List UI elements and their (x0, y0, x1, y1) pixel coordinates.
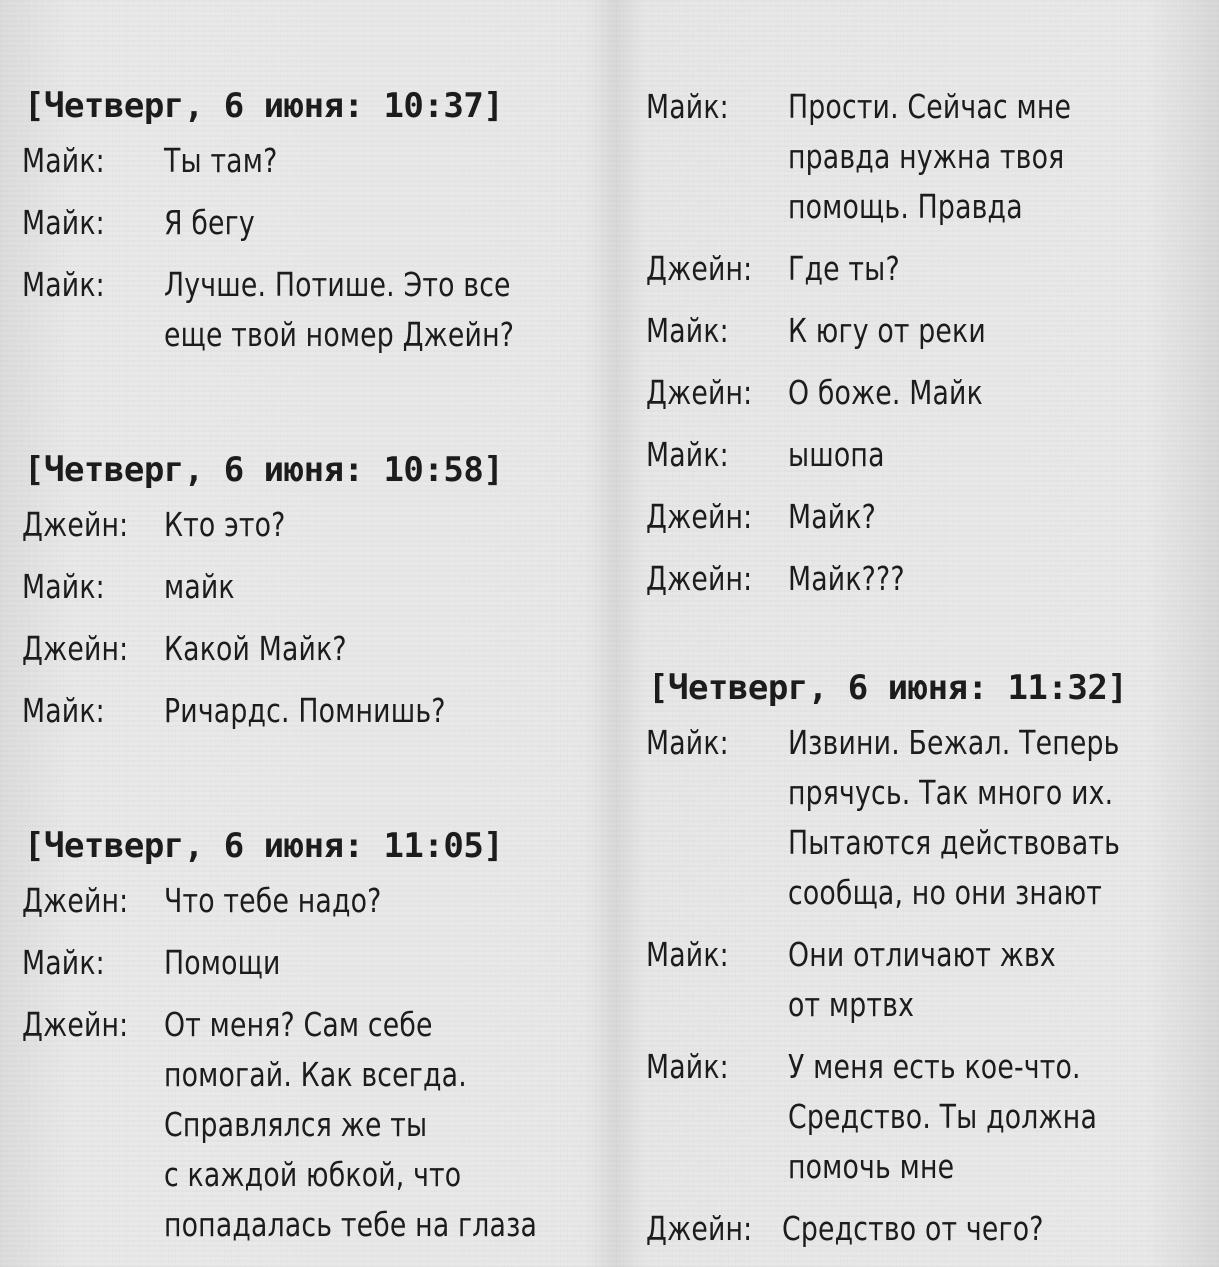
message-text: еще твой номер Джейн? (164, 315, 515, 354)
message-text: Они отличают жвх (788, 935, 1056, 974)
chat-message (22, 500, 612, 550)
sender-label: Майк: (646, 723, 729, 762)
message-text: ышопа (788, 435, 885, 474)
message-text: Я бегу (164, 203, 255, 242)
sender-label: Майк: (22, 265, 105, 304)
chat-message (646, 718, 1211, 918)
sender-label: Джейн: (22, 505, 129, 544)
message-text: помощь. Правда (788, 187, 1023, 226)
sender-label: Джейн: (646, 497, 753, 536)
message-text: Майк? (788, 497, 877, 536)
sender-label: Майк: (22, 567, 105, 606)
message-text: У меня есть кое-что. (788, 1047, 1081, 1086)
message-text: Что тебе надо? (164, 881, 382, 920)
message-text: Где ты? (788, 249, 900, 288)
sender-label: Джейн: (646, 1209, 753, 1248)
chat-message (22, 198, 612, 248)
sender-label: Джейн: (646, 249, 753, 288)
sender-label: Майк: (22, 691, 105, 730)
chat-message (22, 624, 612, 674)
message-text: Прости. Сейчас мне (788, 87, 1072, 126)
chat-message (22, 562, 612, 612)
message-text: майк (164, 567, 235, 606)
message-text: Ты там? (164, 141, 278, 180)
message-text: Справлялся же ты (164, 1105, 428, 1144)
chat-block (22, 826, 612, 1250)
message-text: попадалась тебе на глаза (164, 1205, 538, 1244)
message-text: Майк??? (788, 559, 905, 598)
chat-block (22, 86, 612, 360)
message-text: Средство от чего? (782, 1209, 1044, 1248)
message-text: Средство. Ты должна (788, 1097, 1098, 1136)
message-text: сообща, но они знают (788, 873, 1103, 912)
message-text: К югу от реки (788, 311, 986, 350)
timestamp-header: [Четверг, 6 июня: 10:37] (24, 86, 504, 126)
message-text: с каждой юбкой, что (164, 1155, 462, 1194)
timestamp-header: [Четверг, 6 июня: 10:58] (24, 450, 504, 490)
sender-label: Майк: (646, 311, 729, 350)
chat-message (22, 876, 612, 926)
chat-message (646, 554, 1211, 604)
chat-message (22, 938, 612, 988)
message-text: От меня? Сам себе (164, 1005, 433, 1044)
chat-message (646, 306, 1211, 356)
chat-block (646, 82, 1211, 604)
sender-label: Джейн: (22, 1005, 129, 1044)
message-text: Кто это? (164, 505, 286, 544)
message-text: Ричардс. Помнишь? (164, 691, 446, 730)
chat-message (646, 368, 1211, 418)
message-text: от мртвх (788, 985, 915, 1024)
message-text: помогай. Как всегда. (164, 1055, 467, 1094)
chat-message (646, 430, 1211, 480)
sender-label: Джейн: (22, 629, 129, 668)
message-text: Лучше. Потише. Это все (164, 265, 511, 304)
sender-label: Майк: (646, 1047, 729, 1086)
message-text: Извини. Бежал. Теперь (788, 723, 1120, 762)
chat-block (22, 450, 612, 736)
chat-message (646, 930, 1211, 1030)
chat-message (22, 1000, 612, 1250)
timestamp-header: [Четверг, 6 июня: 11:05] (24, 826, 504, 866)
sender-label: Майк: (22, 943, 105, 982)
sender-label: Джейн: (22, 881, 129, 920)
message-text: прячусь. Так много их. (788, 773, 1114, 812)
sender-label: Майк: (646, 435, 729, 474)
chat-message (22, 686, 612, 736)
message-text: правда нужна твоя (788, 137, 1065, 176)
sender-label: Джейн: (646, 559, 753, 598)
chat-message (646, 82, 1211, 232)
message-text: О боже. Майк (788, 373, 983, 412)
message-text: помочь мне (788, 1147, 955, 1186)
message-text: Какой Майк? (164, 629, 347, 668)
chat-message (22, 260, 612, 360)
chat-block (646, 668, 1211, 1254)
sender-label: Майк: (646, 87, 729, 126)
chat-message (646, 244, 1211, 294)
chat-message (646, 492, 1211, 542)
sender-label: Джейн: (646, 373, 753, 412)
chat-message (22, 136, 612, 186)
sender-label: Майк: (22, 203, 105, 242)
message-text: Помощи (164, 943, 281, 982)
message-text: Пытаются действовать (788, 823, 1121, 862)
chat-message (646, 1204, 1211, 1254)
timestamp-header: [Четверг, 6 июня: 11:32] (648, 668, 1128, 708)
chat-message (646, 1042, 1211, 1192)
sender-label: Майк: (646, 935, 729, 974)
sender-label: Майк: (22, 141, 105, 180)
